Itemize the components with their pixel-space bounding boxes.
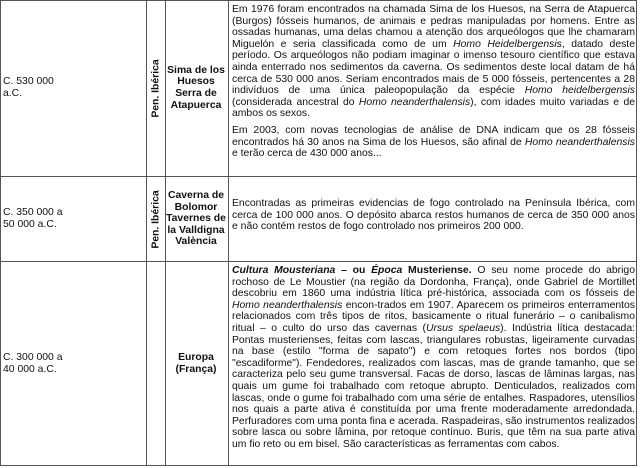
region-label: Pen. Ibérica [150, 189, 162, 249]
col-divider-1 [146, 0, 147, 466]
description-paragraph: Encontradas as primeiras evidencias de fogo controlado na Península Ibérica, com cerca de 100 000 anos. O depósito abarca restos humanos de cerca de 350 000 anos e não contém restos de fogo controlado nos primeiros 200 000. [232, 198, 635, 233]
place-cell [166, 177, 226, 261]
region-label: Pen. Ibérica [150, 58, 162, 118]
table-border-bottom [0, 465, 636, 466]
table-row [3, 262, 143, 465]
description-paragraph: Cultura Mousteriana – ou Época Musteriense. O seu nome procede do abrigo rochoso de Le Moustier (na região da Dordonha, França), onde Gabriel de Mortillet descobriu em 1860 uma indústria lítica pré-histórica, associada com os fósseis de Homo neanderthalensis encon-trados em 1907. Aparecem os primeiros enterramentos relacionados com três tipos de ritos, basicamente o ritual funerário – o canibalismo ritual – o culto do urso das cavernas (Ursus spelaeus). Indústria lítica destacada: Pontas musterienses, feitas com lascas, triangulares robustas, ligeiramente curvadas na base (estilo "forma de sapato") e com retoques fortes nos bordos (tipo "escadiforme"). Fendedores, realizados com lascas, mas de grande tamanho, que se caracteriza pelo seu gume transversal. Facas de dorso, lascas de lâminas largas, nas quais um gume foi trabalhado com retoque abrupto. Denticulados, realizados com lascas, onde o gume foi trabalhado com uma série de entalhes. Raspadores, utensílios nos quais a parte ativa é constituída por uma frente moderadamente arredondada. Perfuradores com uma ponta fina e acerada. Raspadeiras, são instrumentos realizados sobre lasca ou sobre lâmina, por retoque contínuo. Buris, que têm na sua parte ativa um fio reto ou em bisel. São características as ferramentas com cabos. [232, 265, 635, 450]
col-divider-3 [228, 0, 229, 466]
date-cell: C. 300 000 a 40 000 a.C. [3, 351, 63, 375]
date-cell: C. 530 000 a.C. [3, 76, 54, 99]
place-label: Sima de los Huesos Serra de Atapuerca [167, 64, 225, 111]
place-cell [166, 262, 226, 465]
description-cell [232, 198, 635, 238]
description-cell [232, 4, 635, 165]
table-row [3, 0, 143, 176]
description-cell [232, 265, 635, 456]
table-border-left [0, 0, 1, 466]
description-paragraph: Em 1976 foram encontrados na chamada Sima de los Huesos, na Serra de Atapuerca (Burgos) fósseis humanos, de animais e pedras manipuladas por homens. Entre as ossadas humanas, uma delas chamou a atenção dos arqueólogos que lhe chamaram Miguelón e seria classificada como de um Homo Heidelbergensis, datado deste período. Os arqueólogos não podiam imaginar o imenso tesouro científico que estava ainda enterrado nos sedimentos da caverna. Os sedimentos deste local datam de há cerca de 530 000 anos. Seriam encontrados mais de 5 000 fósseis, pertencentes a 28 indivíduos de uma única paleopopulação da espécie Homo heidelbergensis (considerada ancestral do Homo neanderthalensis), com idades muito variadas e de ambos os sexos. [232, 4, 636, 120]
table-row [3, 177, 143, 261]
date-cell: C. 350 000 a 50 000 a.C. [3, 207, 63, 230]
region-cell [148, 177, 164, 261]
region-cell [148, 0, 164, 176]
place-label: Caverna de Bolomor Tavernes de la Valldigna València [166, 190, 226, 248]
table-border-right [636, 0, 637, 466]
description-paragraph: Em 2003, com novas tecnologias de análise de DNA indicam que os 28 fósseis encontrados há 30 anos na Sima de los Huesos, são afinal de Homo neanderthalensis e terão cerca de 430 000 anos... [232, 124, 635, 160]
place-cell [166, 0, 226, 176]
place-label: Europa (França) [175, 351, 217, 375]
